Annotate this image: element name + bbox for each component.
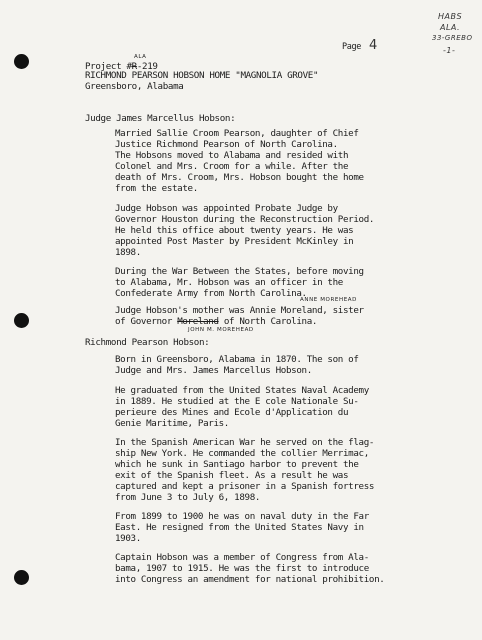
paragraph-line: Confederate Army from North Carolina. [115, 288, 307, 299]
paragraph-line: from June 3 to July 6, 1898. [115, 492, 261, 503]
habs-code-line: HABS [438, 12, 463, 21]
paragraph-line: in 1889. He studied at the E cole Nationale Su- [115, 396, 359, 407]
paragraph-line: Judge and Mrs. James Marcellus Hobson. [115, 365, 312, 376]
punch-hole-bottom [14, 570, 29, 585]
paragraph-line: 1903. [115, 533, 141, 544]
paragraph-line: into Congress an amendment for national prohibition. [115, 574, 385, 585]
punch-hole-middle [14, 313, 29, 328]
document-title: RICHMOND PEARSON HOBSON HOME "MAGNOLIA GROVE" [85, 70, 319, 81]
paragraph-line: Colonel and Mrs. Croom for a while. After the [115, 161, 349, 172]
document-location: Greensboro, Alabama [85, 81, 184, 92]
paragraph-line: The Hobsons moved to Alabama and resided with [115, 150, 349, 161]
habs-code-line: 33-GREBO [432, 34, 473, 42]
paragraph-line: exit of the Spanish fleet. As a result he was [115, 470, 349, 481]
punch-hole-top [14, 54, 29, 69]
paragraph-line: ship New York. He commanded the collier Merrimac, [115, 448, 369, 459]
paragraph-line: to Alabama, Mr. Hobson was an officer in the [115, 277, 343, 288]
paragraph-line: perieure des Mines and Ecole d'Application du [115, 407, 349, 418]
paragraph-line: Born in Greensboro, Alabama in 1870. The son of [115, 354, 359, 365]
paragraph-line: of Governor Moreland of North Carolina. [115, 316, 318, 327]
paragraph-line: Judge Hobson was appointed Probate Judge by [115, 203, 338, 214]
paragraph-line: Genie Maritime, Paris. [115, 418, 229, 429]
paragraph-line: appointed Post Master by President McKinley in [115, 236, 354, 247]
paragraph-line: East. He resigned from the United States Navy in [115, 522, 364, 533]
paragraph-line: Captain Hobson was a member of Congress from Ala- [115, 552, 369, 563]
page-label: Page [342, 42, 362, 52]
section-heading: Judge James Marcellus Hobson: [85, 113, 236, 124]
paragraph-line: Justice Richmond Pearson of North Carolina. [115, 139, 338, 150]
paragraph-line: Married Sallie Croom Pearson, daughter of Chief [115, 128, 359, 139]
page-number: 4 [369, 38, 378, 53]
project-number: Project #R-219 [85, 61, 158, 72]
paragraph-line: He held this office about twenty years. He was [115, 225, 354, 236]
project-struck-text: R [131, 61, 137, 72]
paragraph-line: from the estate. [115, 183, 198, 194]
struck-text: Moreland [177, 316, 219, 327]
habs-code-line: -1- [443, 46, 456, 55]
paragraph-line: Governor Houston during the Reconstruction Period. [115, 214, 375, 225]
paragraph-line: Judge Hobson's mother was Annie Moreland, sister [115, 305, 364, 316]
paragraph-line: During the War Between the States, before moving [115, 266, 364, 277]
handwritten-correction: ANNE MOREHEAD [300, 297, 357, 303]
paragraph-line: death of Mrs. Croom, Mrs. Hobson bought the home [115, 172, 364, 183]
habs-code-line: ALA. [440, 23, 461, 32]
project-insert: ALA [134, 54, 147, 60]
paragraph-line: captured and kept a prisoner in a Spanish fortress [115, 481, 375, 492]
section-heading: Richmond Pearson Hobson: [85, 337, 210, 348]
paragraph-line: bama, 1907 to 1915. He was the first to introduce [115, 563, 369, 574]
handwritten-correction: JOHN M. MOREHEAD [188, 327, 254, 333]
paragraph-line: which he sunk in Santiago harbor to prevent the [115, 459, 359, 470]
paragraph-line: 1898. [115, 247, 141, 258]
paragraph-line: In the Spanish American War he served on the flag- [115, 437, 375, 448]
paragraph-line: He graduated from the United States Naval Academy [115, 385, 369, 396]
paragraph-line: From 1899 to 1900 he was on naval duty in the Far [115, 511, 369, 522]
